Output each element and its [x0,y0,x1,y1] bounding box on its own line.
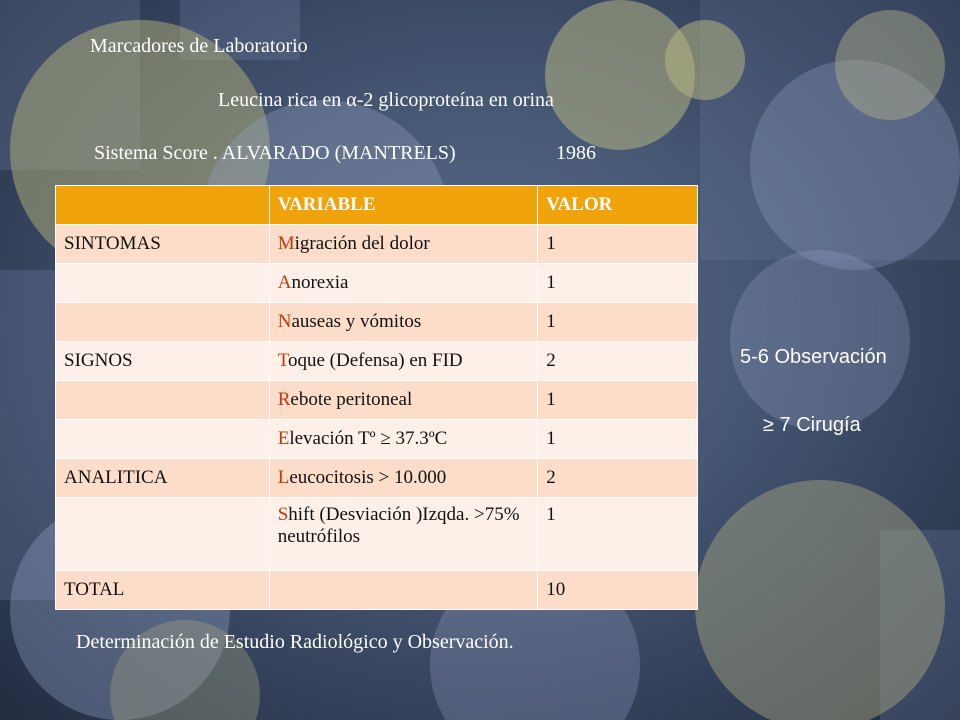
variable-text: auseas y vómitos [291,311,422,332]
table-row [56,303,698,342]
table-row [56,264,698,303]
variable-text: oque (Defensa) en FID [287,350,463,371]
subheading: Leucina rica en α-2 glicoproteína en orina [218,89,554,111]
table-header-row [56,186,698,225]
value-cell: 1 [538,498,698,571]
group-cell [56,264,270,303]
footer-note: Determinación de Estudio Radiológico y Observación. [76,631,514,653]
variable-initial: M [277,233,295,254]
variable-initial: E [277,428,290,449]
value-cell: 1 [538,381,698,420]
variable-text: eucocitosis > 10.000 [289,467,447,488]
header-value: VALOR [538,186,698,225]
value-cell: 1 [538,264,698,303]
table-row [56,225,698,264]
group-cell [56,498,270,571]
value-cell: 10 [538,571,698,610]
value-cell: 1 [538,303,698,342]
variable-initial: N [277,311,292,332]
table-row [56,459,698,498]
variable-cell [269,498,538,571]
group-cell: SINTOMAS [56,225,270,264]
group-cell [56,420,270,459]
table-row [56,420,698,459]
score-year: 1986 [556,142,596,164]
table-row-total [56,571,698,610]
variable-text: hift (Desviación )Izqda. >75% neutrófilos [277,504,520,547]
variable-cell [269,459,538,498]
header-group [56,186,270,225]
group-cell [56,303,270,342]
alvarado-score-table [55,185,698,610]
variable-initial: S [277,504,289,525]
variable-initial: T [277,350,288,371]
surgery-threshold: ≥ 7 Cirugía [763,414,861,436]
value-cell: 2 [538,459,698,498]
table-row [56,342,698,381]
value-cell: 1 [538,420,698,459]
variable-cell [269,571,538,610]
heading: Marcadores de Laboratorio [90,35,308,57]
variable-cell [269,264,538,303]
variable-initial: R [277,389,291,410]
group-cell: TOTAL [56,571,270,610]
value-cell: 2 [538,342,698,381]
group-cell: ANALITICA [56,459,270,498]
variable-cell [269,420,538,459]
variable-initial: L [277,467,290,488]
variable-cell [269,342,538,381]
table-row [56,381,698,420]
variable-cell [269,225,538,264]
value-cell: 1 [538,225,698,264]
score-title: Sistema Score . ALVARADO (MANTRELS) [94,142,456,164]
variable-text: igración del dolor [294,233,430,254]
variable-text: levación Tº ≥ 37.3ºC [289,428,448,449]
table-row [56,498,698,571]
observation-threshold: 5-6 Observación [740,346,887,368]
variable-text: ebote peritoneal [290,389,413,410]
variable-text: norexia [291,272,349,293]
variable-cell [269,303,538,342]
group-cell [56,381,270,420]
group-cell: SIGNOS [56,342,270,381]
variable-cell [269,381,538,420]
variable-initial: A [277,272,292,293]
header-variable: VARIABLE [269,186,538,225]
